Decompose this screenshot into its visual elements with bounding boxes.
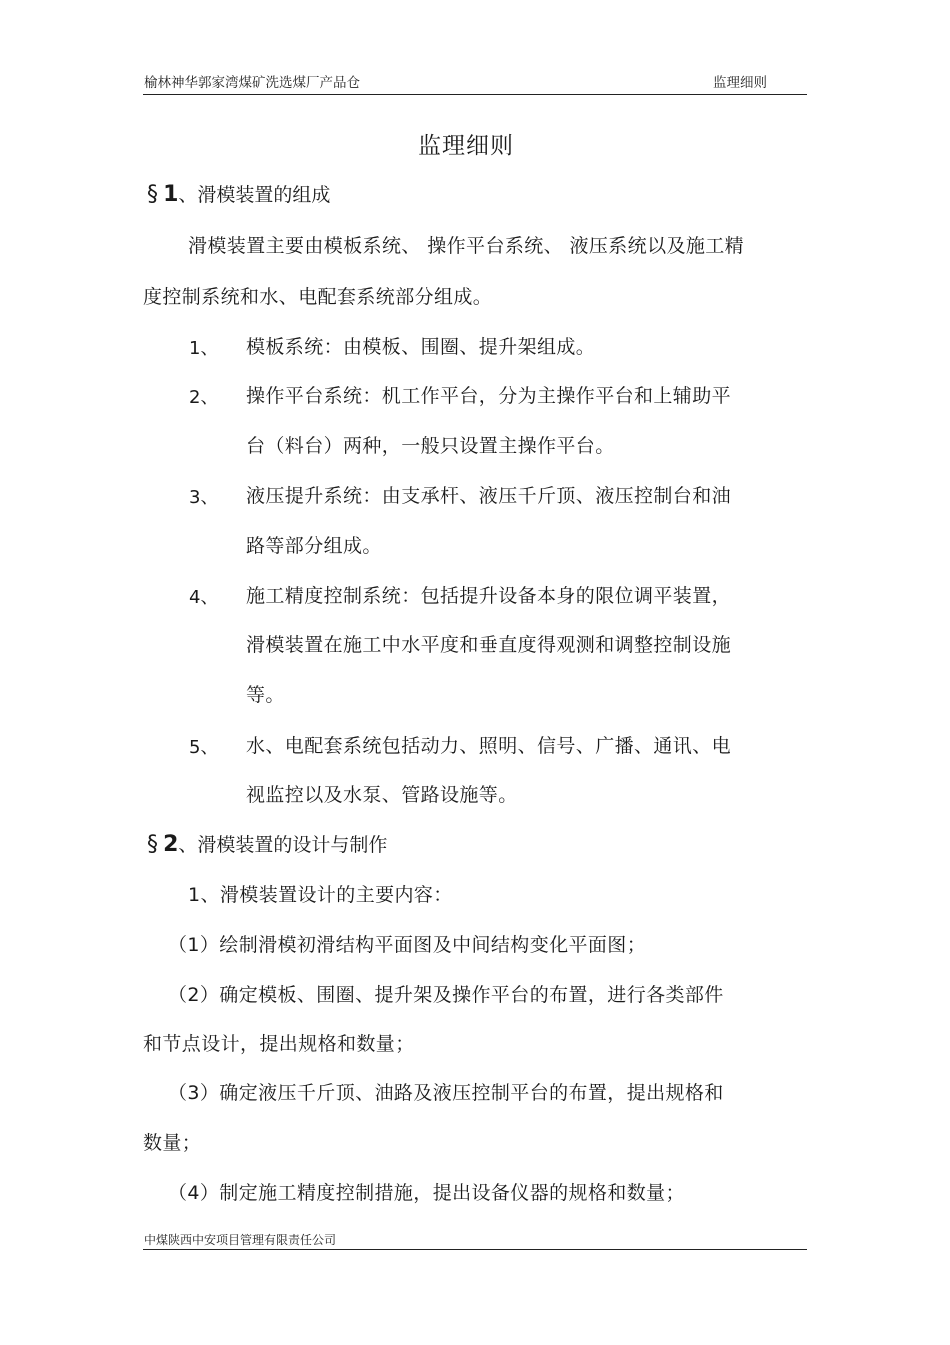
list-item-text: 视监控以及水泵、管路设施等。 bbox=[246, 784, 518, 806]
paragraph-3-line-2: 数量； bbox=[143, 1132, 202, 1154]
page-title: 监理细则 bbox=[418, 133, 514, 159]
list-item-number: 4、 bbox=[189, 587, 219, 608]
section-title: 、滑模装置的设计与制作 bbox=[178, 834, 388, 856]
section-number: 1 bbox=[163, 182, 179, 207]
footer-company-name: 中煤陕西中安项目管理有限责任公司 bbox=[144, 1233, 337, 1247]
list-item-text: 模板系统：由模板、围圈、提升架组成。 bbox=[246, 336, 596, 358]
list-item-number: 2、 bbox=[189, 387, 219, 408]
list-item-text: 操作平台系统：机工作平台，分为主操作平台和上辅助平 bbox=[246, 385, 732, 407]
section-1-intro-line-1: 滑模装置主要由模板系统、 操作平台系统、 液压系统以及施工精 bbox=[188, 235, 745, 257]
list-item-text: 台（料台）两种，一般只设置主操作平台。 bbox=[246, 435, 615, 457]
section-symbol: § bbox=[147, 832, 158, 857]
list-item-number: 5、 bbox=[189, 737, 219, 758]
subsection-heading: 1、滑模装置设计的主要内容： bbox=[188, 884, 453, 906]
section-number: 2 bbox=[163, 832, 179, 857]
header-rule bbox=[143, 94, 807, 95]
header-doc-type: 监理细则 bbox=[713, 75, 767, 91]
list-item-number: 3、 bbox=[189, 487, 219, 508]
section-title: 、滑模装置的组成 bbox=[178, 184, 331, 206]
list-item-number: 1、 bbox=[189, 338, 219, 359]
paragraph-1: （1）绘制滑模初滑结构平面图及中间结构变化平面图； bbox=[168, 934, 647, 956]
section-symbol: § bbox=[147, 182, 158, 207]
section-1-heading bbox=[147, 180, 330, 207]
section-2-heading bbox=[147, 830, 387, 857]
section-1-intro-line-2: 度控制系统和水、电配套系统部分组成。 bbox=[143, 286, 493, 308]
list-item-text: 水、电配套系统包括动力、照明、信号、广播、通讯、电 bbox=[246, 735, 732, 757]
list-item-text: 路等部分组成。 bbox=[246, 535, 382, 557]
footer-rule bbox=[143, 1249, 807, 1250]
header-project-name: 榆林神华郭家湾煤矿洗选煤厂产品仓 bbox=[144, 75, 360, 91]
paragraph-4: （4）制定施工精度控制措施，提出设备仪器的规格和数量； bbox=[168, 1182, 685, 1204]
list-item-text: 等。 bbox=[246, 684, 285, 706]
list-item-text: 滑模装置在施工中水平度和垂直度得观测和调整控制设施 bbox=[246, 634, 732, 656]
list-item-text: 施工精度控制系统：包括提升设备本身的限位调平装置， bbox=[246, 585, 732, 607]
paragraph-3-line-1: （3）确定液压千斤顶、油路及液压控制平台的布置，提出规格和 bbox=[168, 1082, 724, 1104]
paragraph-2-line-1: （2）确定模板、围圈、提升架及操作平台的布置，进行各类部件 bbox=[168, 984, 724, 1006]
list-item-text: 液压提升系统：由支承杆、液压千斤顶、液压控制台和油 bbox=[246, 485, 732, 507]
paragraph-2-line-2: 和节点设计，提出规格和数量； bbox=[143, 1033, 415, 1055]
